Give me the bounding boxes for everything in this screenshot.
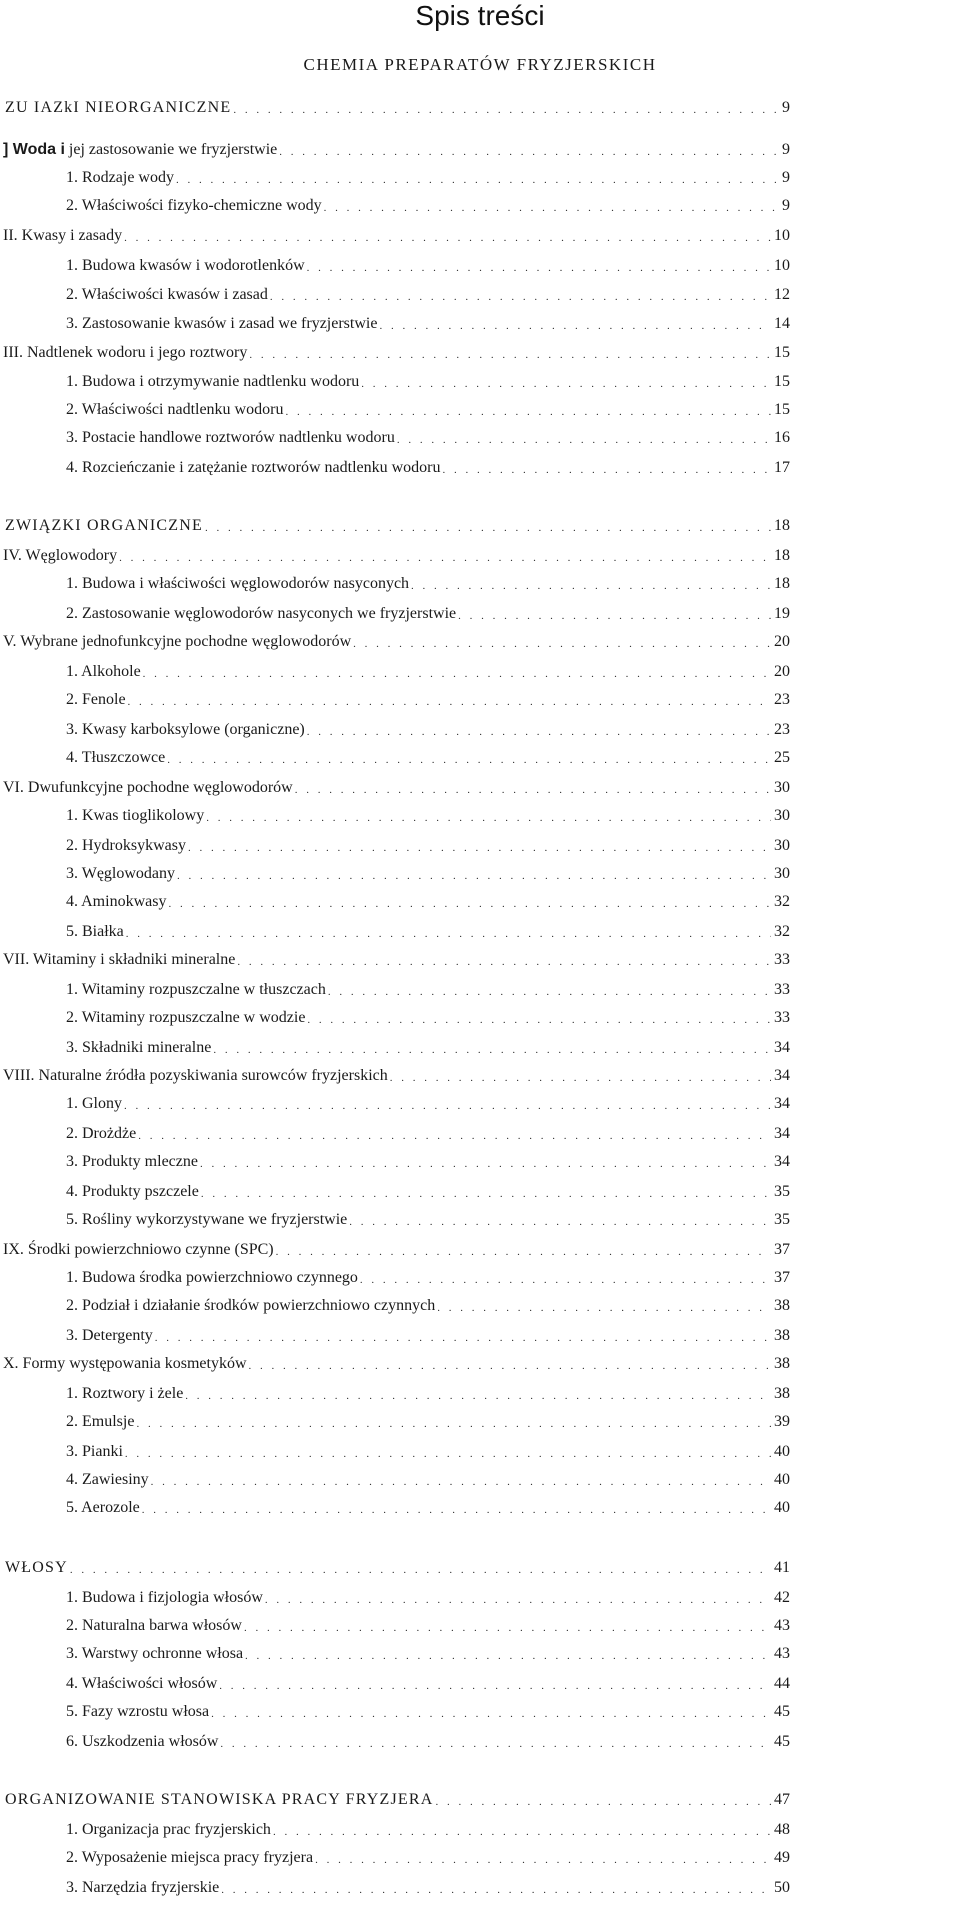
toc-subentry[interactable] <box>66 572 790 594</box>
toc-entry-text: 4. Rozcieńczanie i zatężanie roztworów nadtlenku wodoru <box>66 459 441 476</box>
dot-leader <box>220 1736 771 1752</box>
toc-entry-text: 2. Witaminy rozpuszczalne w wodzie <box>66 1009 306 1026</box>
toc-entry-label <box>5 1558 68 1578</box>
dot-leader <box>70 1562 771 1578</box>
dot-leader <box>176 172 779 188</box>
toc-subentry[interactable] <box>66 1294 790 1316</box>
toc-subentry[interactable] <box>66 1586 790 1608</box>
toc-entry-text: 4. Tłuszczowce <box>66 749 166 766</box>
toc-entry-text: 2. Właściwości kwasów i zasad <box>66 286 268 303</box>
toc-page-number: 32 <box>774 923 790 940</box>
toc-subentry[interactable] <box>66 1642 790 1664</box>
dot-leader <box>244 1620 771 1636</box>
toc-page-number: 50 <box>774 1879 790 1896</box>
toc-page-number: 30 <box>774 837 790 854</box>
toc-entry-label <box>66 1038 211 1058</box>
toc-entry-text: 1. Alkohole <box>66 663 141 680</box>
toc-entry-label <box>3 546 117 566</box>
toc-entry-label <box>3 1066 388 1086</box>
toc-entry-label <box>66 864 175 884</box>
toc-entry-text: 2. Właściwości fizyko-chemiczne wody <box>66 197 322 214</box>
dot-leader <box>201 1186 771 1202</box>
toc-subentry[interactable] <box>66 862 790 884</box>
dot-leader <box>124 230 771 246</box>
toc-entry-text: 4. Właściwości włosów <box>66 1675 218 1692</box>
toc-entry-text: 4. Produkty pszczele <box>66 1183 199 1200</box>
toc-entry-label <box>66 1210 347 1230</box>
toc-subentry[interactable] <box>66 1208 790 1230</box>
toc-entry-text: 3. Warstwy ochronne włosa <box>66 1645 244 1662</box>
toc-subentry[interactable] <box>66 1700 790 1722</box>
toc-entry-label <box>66 662 141 682</box>
toc-entry-label <box>66 574 409 594</box>
toc-entry-text: 1. Organizacja prac fryzjerskich <box>66 1821 271 1838</box>
toc-entry-label <box>66 1732 218 1752</box>
dot-leader <box>245 1648 771 1664</box>
toc-entry-label <box>66 1616 242 1636</box>
toc-entry-text: 3. Składniki mineralne <box>66 1039 212 1056</box>
toc-entry-label <box>66 892 166 912</box>
toc-page-number: 40 <box>774 1443 790 1460</box>
dot-leader <box>390 1070 771 1086</box>
toc-entry-text: 6. Uszkodzenia włosów <box>66 1733 219 1750</box>
dot-leader <box>233 102 779 118</box>
toc-entry-label <box>66 1296 435 1316</box>
dot-leader <box>411 578 771 594</box>
dot-leader <box>397 432 771 448</box>
dot-leader <box>307 724 771 740</box>
toc-page-number: 10 <box>774 227 790 244</box>
toc-entry-label <box>66 168 174 188</box>
toc-page-number: 18 <box>774 517 790 534</box>
toc-page-number: 20 <box>774 633 790 650</box>
toc-entry-text: 1. Witaminy rozpuszczalne w tłuszczach <box>66 981 326 998</box>
toc-page-number: 30 <box>774 865 790 882</box>
toc-page-number: 43 <box>774 1617 790 1634</box>
toc-entry-text: 2. Zastosowanie węglowodorów nasyconych we fryzjerstwie <box>66 605 457 622</box>
toc-entry-text: V. Wybrane jednofunkcyjne pochodne węglowodorów <box>3 633 352 650</box>
toc-subentry[interactable] <box>66 166 790 188</box>
toc-page-number: 34 <box>774 1039 790 1056</box>
dot-leader <box>458 608 771 624</box>
toc-page-number: 37 <box>774 1241 790 1258</box>
toc-chapter[interactable] <box>3 138 790 160</box>
toc-entry-label <box>66 720 305 740</box>
dot-leader <box>270 289 771 305</box>
toc-page-number: 33 <box>774 981 790 998</box>
toc-subentry[interactable] <box>66 254 790 276</box>
toc-entry-label <box>66 1820 271 1840</box>
toc-subentry[interactable] <box>66 194 790 216</box>
toc-subentry[interactable] <box>66 1382 790 1404</box>
toc-entry-text: 1. Kwas tioglikolowy <box>66 807 205 824</box>
toc-chapter[interactable] <box>3 224 790 246</box>
toc-entry-text: jej zastosowanie we fryzjerstwie <box>64 141 278 158</box>
toc-page-number: 35 <box>774 1211 790 1228</box>
toc-entry-text: 1. Budowa i otrzymywanie nadtlenku wodoru <box>66 373 360 390</box>
dot-leader <box>205 520 771 536</box>
book-subtitle: CHEMIA PREPARATÓW FRYZJERSKICH <box>303 55 657 74</box>
toc-entry-label <box>3 140 277 160</box>
toc-subentry[interactable] <box>66 312 790 334</box>
toc-page-number: 34 <box>774 1153 790 1170</box>
dot-leader <box>315 1852 771 1868</box>
dot-leader <box>307 1012 771 1028</box>
toc-entry-text: 3. Pianki <box>66 1443 123 1460</box>
toc-chapter[interactable] <box>3 1238 790 1260</box>
toc-page-number: 34 <box>774 1067 790 1084</box>
dot-leader <box>206 810 771 826</box>
toc-entry-text: 3. Postacie handlowe roztworów nadtlenku wodoru <box>66 429 395 446</box>
toc-entry-text: 2. Hydroksykwasy <box>66 837 186 854</box>
dot-leader <box>167 752 771 768</box>
toc-subentry[interactable] <box>66 1496 790 1518</box>
toc-entry-text: 5. Fazy wzrostu włosa <box>66 1703 210 1720</box>
dot-leader <box>125 1446 771 1462</box>
toc-page-number: 9 <box>782 141 790 158</box>
toc-page-number: 37 <box>774 1269 790 1286</box>
toc-entry-label <box>66 1702 209 1722</box>
toc-entry-label <box>66 314 377 334</box>
toc-entry-text: 1. Budowa i fizjologia włosów <box>66 1589 263 1606</box>
toc-entry-label <box>66 922 124 942</box>
toc-subentry[interactable] <box>66 1266 790 1288</box>
toc-entry-text: VIII. Naturalne źródła pozyskiwania surowców fryzjerskich <box>3 1067 388 1084</box>
toc-entry-text: 2. Wyposażenie miejsca pracy fryzjera <box>66 1849 314 1866</box>
toc-entry-label <box>5 1790 434 1810</box>
dot-leader <box>249 1358 771 1374</box>
toc-entry-label <box>66 400 283 420</box>
toc-entry-label <box>66 1644 243 1664</box>
toc-entry-label <box>66 428 395 448</box>
toc-subentry[interactable] <box>66 370 790 392</box>
dot-leader <box>151 1474 771 1490</box>
toc-page-number: 38 <box>774 1327 790 1344</box>
toc-page-number: 39 <box>774 1413 790 1430</box>
toc-page-number: 23 <box>774 691 790 708</box>
toc-page-number: 14 <box>774 315 790 332</box>
toc-subentry[interactable] <box>66 1006 790 1028</box>
toc-page-number: 33 <box>774 1009 790 1026</box>
toc-page-number: 41 <box>774 1559 790 1576</box>
toc-page-number: 43 <box>774 1645 790 1662</box>
toc-entry-text: 1. Glony <box>66 1095 122 1112</box>
toc-entry-label <box>3 950 235 970</box>
dot-leader <box>168 896 771 912</box>
toc-entry-label <box>66 1152 198 1172</box>
toc-entry-label <box>66 1268 358 1288</box>
dot-leader <box>295 782 771 798</box>
dot-leader <box>324 200 779 216</box>
toc-entry-label <box>3 343 247 363</box>
toc-chapter[interactable] <box>3 544 790 566</box>
toc-entry-text: 3. Narzędzia fryzjerskie <box>66 1879 220 1896</box>
toc-page-number: 42 <box>774 1589 790 1606</box>
toc-subentry[interactable] <box>66 834 790 856</box>
dot-leader <box>200 1156 771 1172</box>
toc-page-number: 15 <box>774 373 790 390</box>
toc-page-number: 48 <box>774 1821 790 1838</box>
toc-entry-text: WŁOSY <box>5 1559 68 1576</box>
toc-entry-label <box>66 1674 217 1694</box>
toc-subentry[interactable] <box>66 660 790 682</box>
toc-entry-label <box>66 806 204 826</box>
toc-page-number: 15 <box>774 344 790 361</box>
toc-entry-label <box>66 458 441 478</box>
toc-entry-label <box>66 1848 313 1868</box>
toc-subentry[interactable] <box>66 688 790 710</box>
toc-page-number: 16 <box>774 429 790 446</box>
toc-entry-text: 4. Aminokwasy <box>66 893 167 910</box>
toc-section[interactable] <box>5 1556 790 1578</box>
toc-page-number: 47 <box>774 1791 790 1808</box>
toc-subentry[interactable] <box>66 1818 790 1840</box>
toc-page-number: 35 <box>774 1183 790 1200</box>
dot-leader <box>285 404 771 420</box>
toc-page-number: 38 <box>774 1297 790 1314</box>
toc-page-number: 23 <box>774 721 790 738</box>
toc-entry-text: 3. Węglowodany <box>66 865 176 882</box>
dot-leader <box>307 260 771 276</box>
dot-leader <box>360 1272 771 1288</box>
toc-entry-label <box>66 1008 305 1028</box>
toc-page-number: 38 <box>774 1355 790 1372</box>
toc-entry-label <box>3 226 122 246</box>
toc-entry-label <box>66 1470 149 1490</box>
toc-entry-label <box>66 1326 153 1346</box>
toc-page-number: 15 <box>774 401 790 418</box>
dot-leader <box>124 1098 771 1114</box>
toc-entry-text: 2. Emulsje <box>66 1413 135 1430</box>
dot-leader <box>276 1244 771 1260</box>
toc-page-number: 10 <box>774 257 790 274</box>
toc-page-number: 44 <box>774 1675 790 1692</box>
toc-page-number: 20 <box>774 663 790 680</box>
toc-subentry[interactable] <box>66 1150 790 1172</box>
toc-entry-label <box>5 98 231 118</box>
toc-chapter[interactable] <box>3 948 790 970</box>
toc-entry-label <box>66 1878 219 1898</box>
toc-subentry[interactable] <box>66 1876 790 1898</box>
toc-entry-text: 5. Białka <box>66 923 124 940</box>
toc-entry-text: 1. Budowa i właściwości węglowodorów nasyconych <box>66 575 410 592</box>
toc-subentry[interactable] <box>66 1440 790 1462</box>
toc-entry-label <box>66 196 322 216</box>
toc-subentry[interactable] <box>66 1846 790 1868</box>
toc-entry-text: 2. Fenole <box>66 691 126 708</box>
dot-leader <box>273 1824 771 1840</box>
toc-page-number: 45 <box>774 1703 790 1720</box>
toc-entry-text: X. Formy występowania kosmetyków <box>3 1355 247 1372</box>
toc-entry-text: 3. Zastosowanie kwasów i zasad we fryzjerstwie <box>66 315 378 332</box>
toc-page-number: 32 <box>774 893 790 910</box>
toc-entry-text: 2. Właściwości nadtlenku wodoru <box>66 401 284 418</box>
toc-entry-label <box>3 632 351 652</box>
page-title: Spis treści <box>415 0 545 31</box>
toc-entry-label <box>66 1182 199 1202</box>
toc-entry-label <box>66 1094 122 1114</box>
toc-entry-text: II. Kwasy i zasady <box>3 227 123 244</box>
toc-entry-text: 1. Budowa kwasów i wodorotlenków <box>66 257 305 274</box>
toc-section[interactable] <box>5 514 790 536</box>
toc-entry-text: 1. Budowa środka powierzchniowo czynnego <box>66 1269 358 1286</box>
toc-entry-label <box>66 980 326 1000</box>
toc-entry-text: 3. Produkty mleczne <box>66 1153 198 1170</box>
toc-entry-label <box>66 1498 140 1518</box>
toc-subentry[interactable] <box>66 1036 790 1058</box>
toc-subentry[interactable] <box>66 920 790 942</box>
toc-page-number: 34 <box>774 1125 790 1142</box>
toc-entry-text: 4. Zawiesiny <box>66 1471 149 1488</box>
toc-section[interactable] <box>5 96 790 118</box>
toc-entry-label <box>66 256 305 276</box>
toc-subentry[interactable] <box>66 1122 790 1144</box>
toc-subentry[interactable] <box>66 1468 790 1490</box>
dot-leader <box>361 376 771 392</box>
dot-leader <box>128 694 771 710</box>
dot-leader <box>219 1678 771 1694</box>
toc-page-number: 18 <box>774 575 790 592</box>
toc-page-number: 45 <box>774 1733 790 1750</box>
toc-subentry[interactable] <box>66 1410 790 1432</box>
toc-entry-label-bold: ] Woda i <box>3 141 65 158</box>
toc-subentry[interactable] <box>66 1092 790 1114</box>
dot-leader <box>279 144 779 160</box>
toc-subentry[interactable] <box>66 1614 790 1636</box>
toc-page-number: 49 <box>774 1849 790 1866</box>
dot-leader <box>328 984 771 1000</box>
dot-leader <box>237 954 771 970</box>
toc-entry-label <box>66 1384 183 1404</box>
toc-page-number: 9 <box>782 99 790 116</box>
toc-subentry[interactable] <box>66 398 790 420</box>
toc-page-number: 9 <box>782 197 790 214</box>
toc-subentry[interactable] <box>66 1324 790 1346</box>
dot-leader <box>213 1042 771 1058</box>
toc-entry-text: ZU IAZkI NIEORGANICZNE <box>5 99 232 116</box>
dot-leader <box>185 1388 771 1404</box>
toc-page-number: 30 <box>774 807 790 824</box>
dot-leader <box>155 1330 771 1346</box>
dot-leader <box>249 347 771 363</box>
toc-chapter[interactable] <box>3 776 790 798</box>
toc-page-number: 18 <box>774 547 790 564</box>
dot-leader <box>177 868 771 884</box>
toc-subentry[interactable] <box>66 456 790 478</box>
toc-subentry[interactable] <box>66 426 790 448</box>
dot-leader <box>142 1502 771 1518</box>
toc-entry-label <box>66 1442 123 1462</box>
toc-page-number: 33 <box>774 951 790 968</box>
toc-section[interactable] <box>5 1788 790 1810</box>
dot-leader <box>143 666 771 682</box>
toc-entry-label <box>3 1240 274 1260</box>
dot-leader <box>119 550 771 566</box>
toc-page-number: 9 <box>782 169 790 186</box>
toc-entry-label <box>66 1124 136 1144</box>
toc-subentry[interactable] <box>66 746 790 768</box>
toc-page-number: 17 <box>774 459 790 476</box>
toc-entry-label <box>66 836 186 856</box>
toc-entry-text: IX. Środki powierzchniowo czynne (SPC) <box>3 1241 274 1258</box>
toc-subentry[interactable] <box>66 718 790 740</box>
dot-leader <box>379 318 771 334</box>
toc-entry-text: ORGANIZOWANIE STANOWISKA PRACY FRYZJERA <box>5 1791 434 1808</box>
toc-page-number: 40 <box>774 1471 790 1488</box>
toc-entry-text: VI. Dwufunkcyjne pochodne węglowodorów <box>3 779 293 796</box>
toc-page-number: 25 <box>774 749 790 766</box>
toc-entry-label <box>66 690 126 710</box>
toc-entry-text: 3. Detergenty <box>66 1327 153 1344</box>
toc-entry-label <box>66 748 165 768</box>
toc-subentry[interactable] <box>66 1672 790 1694</box>
toc-subentry[interactable] <box>66 602 790 624</box>
dot-leader <box>353 636 771 652</box>
toc-entry-text: VII. Witaminy i składniki mineralne <box>3 951 236 968</box>
toc-entry-text: 1. Rodzaje wody <box>66 169 174 186</box>
dot-leader <box>437 1300 771 1316</box>
toc-page-number: 19 <box>774 605 790 622</box>
toc-entry-text: 1. Roztwory i żele <box>66 1385 184 1402</box>
toc-chapter[interactable] <box>3 1064 790 1086</box>
dot-leader <box>349 1214 771 1230</box>
toc-entry-label <box>66 285 268 305</box>
toc-entry-label <box>3 778 293 798</box>
toc-page-number: 34 <box>774 1095 790 1112</box>
toc-chapter[interactable] <box>3 341 790 363</box>
toc-page-number: 12 <box>774 286 790 303</box>
toc-page-number: 30 <box>774 779 790 796</box>
toc-entry-label <box>5 516 203 536</box>
toc-chapter[interactable] <box>3 630 790 652</box>
toc-entry-text: 2. Drożdże <box>66 1125 137 1142</box>
toc-subentry[interactable] <box>66 804 790 826</box>
toc-entry-text: 3. Kwasy karboksylowe (organiczne) <box>66 721 305 738</box>
dot-leader <box>136 1416 771 1432</box>
toc-entry-label <box>66 1588 263 1608</box>
toc-page-number: 38 <box>774 1385 790 1402</box>
toc-entry-label <box>66 604 456 624</box>
toc-entry-text: 2. Podział i działanie środków powierzchniowo czynnych <box>66 1297 436 1314</box>
toc-subentry[interactable] <box>66 1730 790 1752</box>
dot-leader <box>188 840 771 856</box>
toc-entry-label <box>3 1354 247 1374</box>
toc-entry-label <box>66 372 359 392</box>
toc-page-number: 40 <box>774 1499 790 1516</box>
toc-subentry[interactable] <box>66 1180 790 1202</box>
dot-leader <box>138 1128 771 1144</box>
dot-leader <box>211 1706 771 1722</box>
dot-leader <box>126 926 771 942</box>
toc-entry-label <box>66 1412 134 1432</box>
toc-subentry[interactable] <box>66 283 790 305</box>
toc-entry-text: IV. Węglowodory <box>3 547 118 564</box>
dot-leader <box>443 462 771 478</box>
toc-entry-text: 5. Rośliny wykorzystywane we fryzjerstwie <box>66 1211 348 1228</box>
toc-chapter[interactable] <box>3 1352 790 1374</box>
dot-leader <box>436 1794 772 1810</box>
toc-entry-text: ZWIĄZKI ORGANICZNE <box>5 517 204 534</box>
dot-leader <box>265 1592 771 1608</box>
dot-leader <box>221 1882 771 1898</box>
toc-entry-text: 2. Naturalna barwa włosów <box>66 1617 242 1634</box>
toc-entry-text: III. Nadtlenek wodoru i jego roztwory <box>3 344 248 361</box>
toc-entry-text: 5. Aerozole <box>66 1499 140 1516</box>
toc-subentry[interactable] <box>66 890 790 912</box>
toc-subentry[interactable] <box>66 978 790 1000</box>
